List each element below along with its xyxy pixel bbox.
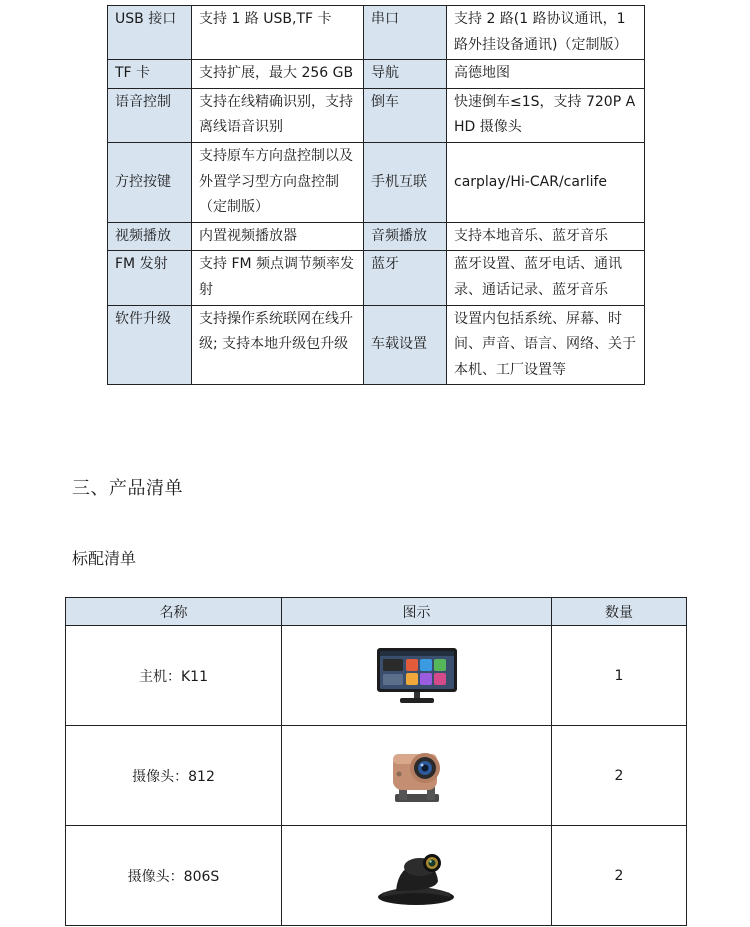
table-row: [108, 251, 645, 305]
table-row: [66, 726, 687, 826]
table-row: [108, 88, 645, 142]
table-row: [66, 826, 687, 926]
spec-value: 支持本地音乐、蓝牙音乐: [447, 222, 645, 251]
spec-key: 导航: [364, 60, 447, 89]
spec-key: 车载设置: [364, 305, 447, 385]
spec-value: 支持 2 路(1 路协议通讯，1路外挂设备通讯)（定制版）: [447, 6, 645, 60]
section-title: 三、产品清单: [72, 478, 183, 499]
item-qty: 1: [552, 626, 687, 726]
item-name: 摄像头：806S: [66, 826, 282, 926]
item-name: 主机：K11: [66, 626, 282, 726]
table-row: [66, 626, 687, 726]
spec-value: 支持在线精确识别，支持离线语音识别: [192, 88, 364, 142]
spec-value: 蓝牙设置、蓝牙电话、通讯录、通话记录、蓝牙音乐: [447, 251, 645, 305]
column-header-qty: 数量: [552, 598, 687, 626]
item-image-cell: [282, 626, 552, 726]
table-row: [108, 60, 645, 89]
table-row: [108, 6, 645, 60]
spec-value: 支持扩展，最大 256 GB: [192, 60, 364, 89]
spec-key: TF 卡: [108, 60, 192, 89]
spec-value: 内置视频播放器: [192, 222, 364, 251]
spec-key: 蓝牙: [364, 251, 447, 305]
item-name: 摄像头：812: [66, 726, 282, 826]
spec-key: 语音控制: [108, 88, 192, 142]
item-qty: 2: [552, 726, 687, 826]
spec-value: 支持操作系统联网在线升级; 支持本地升级包升级: [192, 305, 364, 385]
table-header-row: [66, 598, 687, 626]
column-header-name: 名称: [66, 598, 282, 626]
spec-key: USB 接口: [108, 6, 192, 60]
column-header-image: 图示: [282, 598, 552, 626]
spec-key: FM 发射: [108, 251, 192, 305]
camera-806s-image: [376, 845, 458, 907]
item-image-cell: [282, 826, 552, 926]
spec-value: 设置内包括系统、屏幕、时间、声音、语言、网络、关于本机、工厂设置等: [447, 305, 645, 385]
spec-key: 方控按键: [108, 142, 192, 222]
spec-value: 高德地图: [447, 60, 645, 89]
spec-key: 视频播放: [108, 222, 192, 251]
product-list-table: [65, 597, 687, 926]
spec-value: 快速倒车≤1S，支持 720P AHD 摄像头: [447, 88, 645, 142]
spec-key: 软件升级: [108, 305, 192, 385]
spec-value: 支持 FM 频点调节频率发射: [192, 251, 364, 305]
item-image-cell: [282, 726, 552, 826]
table-row: [108, 222, 645, 251]
subsection-title: 标配清单: [72, 549, 137, 568]
head-unit-image: [376, 647, 458, 705]
spec-key: 音频播放: [364, 222, 447, 251]
table-row: [108, 142, 645, 222]
spec-key: 倒车: [364, 88, 447, 142]
spec-value: carplay/Hi-CAR/carlife: [447, 142, 645, 222]
spec-value: 支持 1 路 USB,TF 卡: [192, 6, 364, 60]
table-row: [108, 305, 645, 385]
camera-812-image: [385, 742, 449, 810]
spec-key: 串口: [364, 6, 447, 60]
spec-value: 支持原车方向盘控制以及外置学习型方向盘控制（定制版）: [192, 142, 364, 222]
spec-key: 手机互联: [364, 142, 447, 222]
item-qty: 2: [552, 826, 687, 926]
spec-table: [107, 5, 645, 385]
